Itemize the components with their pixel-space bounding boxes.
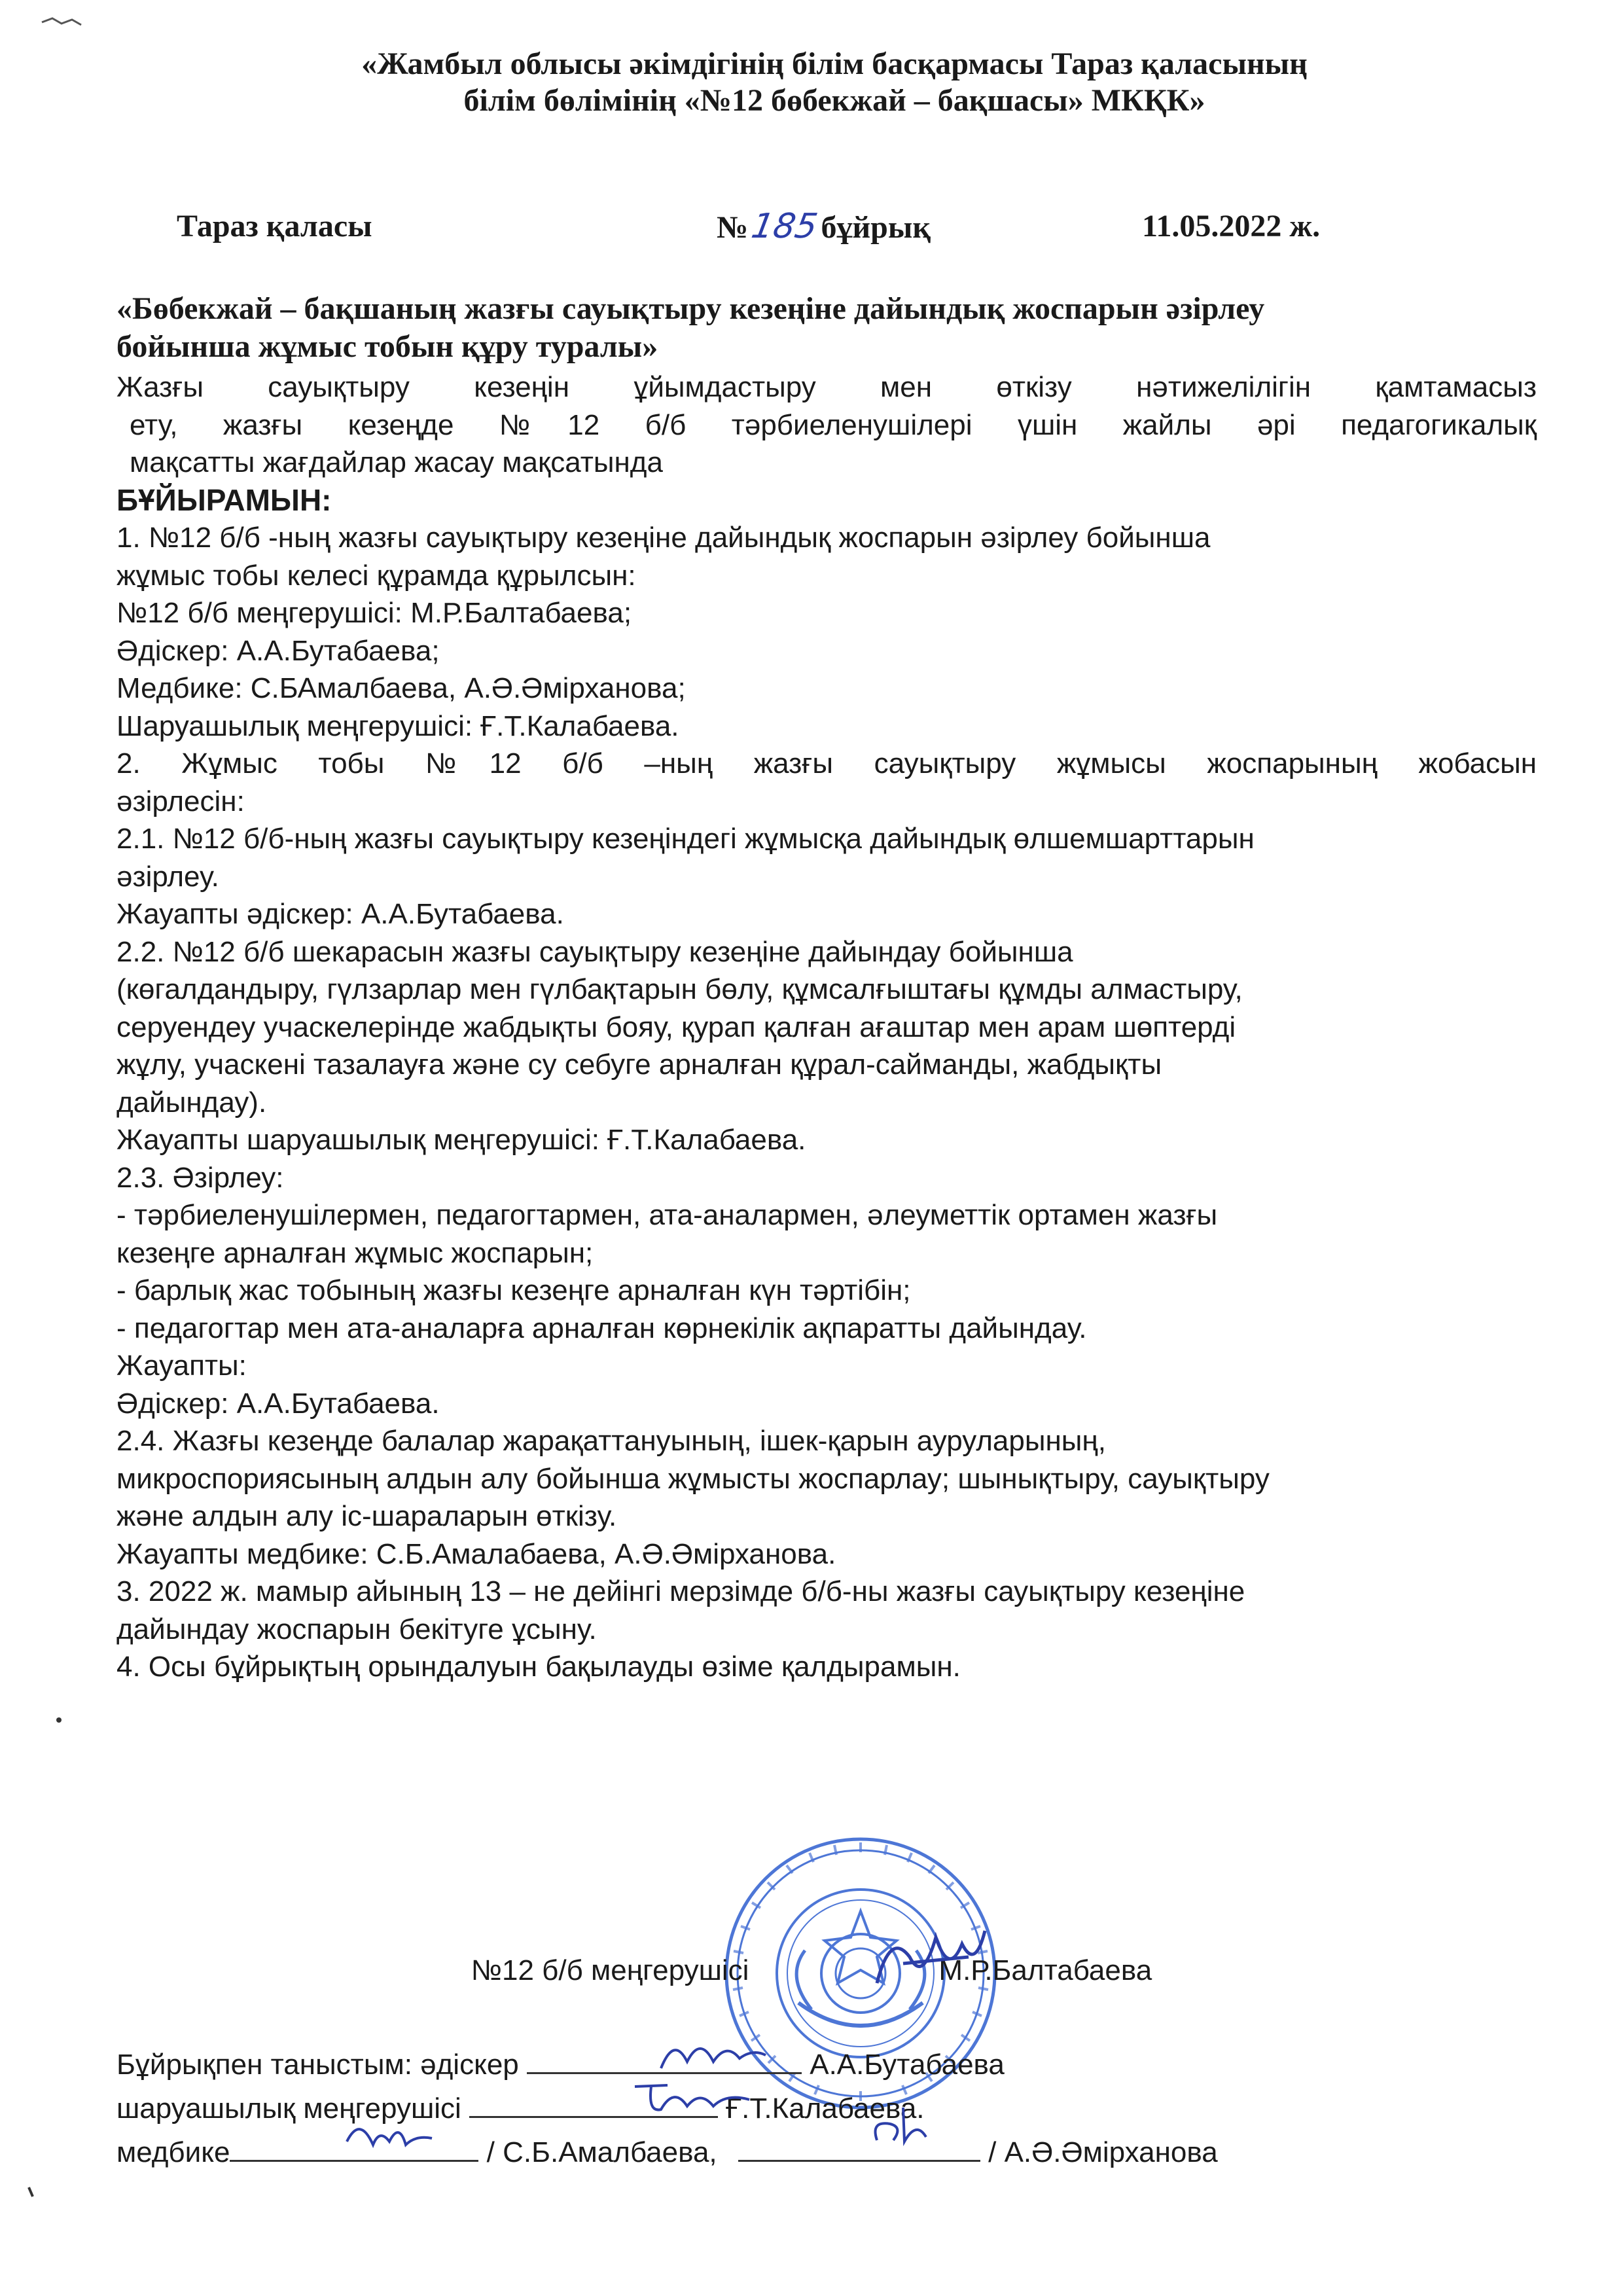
title-line-1: «Бөбекжай – бақшаның жазғы сауықтыру кезеңіне дайындық жоспарын әзірлеу xyxy=(116,291,1265,326)
paragraph-2-2-line: серуендеу учаскелерінде жабдықты бояу, қурап қалған ағаштар мен арам шөптерді xyxy=(116,1011,1236,1043)
paragraph-2-2-line: 2.2. №12 б/б шекарасын жазғы сауықтыру кезеңіне дайындау бойынша xyxy=(116,935,1073,968)
paragraph-2-4-line: микроспориясының алдын алу бойынша жұмысты жоспарлау; шынықтыру, сауықтыру xyxy=(116,1462,1270,1495)
number-prefix: № xyxy=(717,210,749,245)
ack-intro: Бұйрықпен таныстым: әдіскер xyxy=(116,2049,519,2081)
nurse2-signature xyxy=(864,2101,962,2153)
paragraph-1-line: Әдіскер: А.А.Бутабаева; xyxy=(116,634,440,667)
paragraph-2-1-line: Жауапты әдіскер: А.А.Бутабаева. xyxy=(116,898,564,930)
paragraph-2-4-line: Жауапты медбике: С.Б.Амалабаева, А.Ә.Әмірханова. xyxy=(116,1537,836,1570)
paragraph-1-line: Медбике: С.БАмалбаева, А.Ә.Әмірханова; xyxy=(116,672,686,704)
director-signature xyxy=(864,1918,995,2003)
paragraph-2-3-line: 2.3. Әзірлеу: xyxy=(116,1161,284,1194)
methodist-name: А.А.Бутабаева xyxy=(810,2049,1005,2081)
paragraph-1-line: №12 б/б меңгерушісі: М.Р.Балтабаева; xyxy=(116,597,632,629)
title-line-2: бойынша жұмыс тобын құру туралы» xyxy=(116,329,658,364)
paragraph-2-2-line: дайындау). xyxy=(116,1086,267,1119)
paragraph-2-2-line: (көгалдандыру, гүлзарлар мен гүлбақтарын бөлу, құмсалғыштағы құмды алмастыру, xyxy=(116,973,1243,1005)
paragraph-2-2-line: жұлу, учаскені тазалауға және су себуге арналған құрал-сайманды, жабдықты xyxy=(116,1049,1162,1081)
nurse1-signature xyxy=(340,2109,438,2161)
paragraph-2-4-line: және алдын алу іс-шараларын өткізу. xyxy=(116,1500,617,1532)
ack-row-methodist xyxy=(116,2049,1005,2081)
paragraph-2-line: әзірлесін: xyxy=(116,785,245,817)
manager-name: Ғ.Т.Калабаева. xyxy=(726,2092,925,2125)
scan-speck-top-left xyxy=(39,13,85,33)
manager-signature xyxy=(628,2073,759,2119)
order-number-line xyxy=(717,208,931,246)
paragraph-2-3-line: - барлық жас тобының жазғы кезеңге арналған күн тәртібін; xyxy=(116,1274,911,1306)
ack-row-manager xyxy=(116,2092,925,2125)
director-signature-line xyxy=(0,1954,1623,1987)
paragraph-4-line: 4. Осы бұйрықтың орындалуын бақылауды өзіме қалдырамын. xyxy=(116,1651,961,1683)
order-date: 11.05.2022 ж. xyxy=(1142,209,1321,243)
director-name: М.Р.Балтабаева xyxy=(938,1954,1152,1986)
paragraph-2-line: 2. Жұмыс тобы №12 б/б –ның жазғы сауықтыру жұмысы жоспарының жобасын xyxy=(116,747,1537,780)
decree-heading: БҰЙЫРАМЫН: xyxy=(116,482,332,517)
city: Тараз қаласы xyxy=(177,209,372,243)
paragraph-2-1-line: 2.1. №12 б/б-ның жазғы сауықтыру кезеңіндегі жұмысқа дайындық өлшемшарттарын xyxy=(116,823,1255,855)
director-position: №12 б/б меңгерушісі xyxy=(471,1954,749,1986)
paragraph-1-line: 1. №12 б/б -ның жазғы сауықтыру кезеңіне дайындық жоспарын әзірлеу бойынша xyxy=(116,522,1211,554)
intro-line-1: Жазғы сауықтыру кезеңін ұйымдастыру мен өткізу нәтижелілігін қамтамасыз xyxy=(116,371,1537,403)
order-word: бұйрық xyxy=(821,210,931,245)
scan-dot xyxy=(55,1716,63,1724)
intro-line-3: мақсатты жағдайлар жасау мақсатында xyxy=(130,446,663,478)
paragraph-1-line: Шаруашылық меңгерушісі: Ғ.Т.Калабаева. xyxy=(116,709,679,742)
institution-header xyxy=(0,46,1623,119)
order-number: 185 xyxy=(748,207,821,246)
order-title xyxy=(116,290,1543,366)
order-body xyxy=(116,368,1537,1686)
nurse1-name: / С.Б.Амалбаева, xyxy=(486,2136,717,2168)
paragraph-2-3-line: Әдіскер: А.А.Бутабаева. xyxy=(116,1387,440,1420)
ack-row-nurses xyxy=(116,2136,1218,2169)
manager-label: шаруашылық меңгерушісі xyxy=(116,2092,461,2125)
paragraph-3-line: 3. 2022 ж. мамыр айының 13 – не дейінгі мерзімде б/б-ны жазғы сауықтыру кезеңіне xyxy=(116,1575,1245,1607)
header-line-2: білім бөлімінің «№12 бөбекжай – бақшасы» МКҚК» xyxy=(463,83,1205,118)
paragraph-2-3-line: - педагогтар мен ата-аналарға арналған көрнекілік ақпаратты дайындау. xyxy=(116,1312,1087,1344)
paragraph-2-3-line: Жауапты: xyxy=(116,1350,247,1382)
paragraph-2-3-line: - тәрбиеленушілермен, педагогтармен, ата-аналармен, әлеуметтік ортамен жазғы xyxy=(116,1199,1218,1231)
paragraph-2-3-line: кезеңге арналған жұмыс жоспарын; xyxy=(116,1236,594,1269)
nurse-label: медбике xyxy=(116,2136,230,2168)
paragraph-2-1-line: әзірлеу. xyxy=(116,860,219,893)
intro-line-2: ету, жазғы кезеңде №12 б/б тәрбиеленушілері үшін жайлы әрі педагогикалық xyxy=(130,408,1537,441)
paragraph-2-2-line: Жауапты шаруашылық меңгерушісі: Ғ.Т.Калабаева. xyxy=(116,1124,806,1156)
paragraph-2-4-line: 2.4. Жазғы кезеңде балалар жарақаттануының, ішек-қарын ауруларының, xyxy=(116,1425,1106,1457)
header-line-1: «Жамбыл облысы әкімдігінің білім басқармасы Тараз қаласының xyxy=(361,46,1308,81)
paragraph-3-line: дайындау жоспарын бекітуге ұсыну. xyxy=(116,1613,597,1645)
scan-speck-bottom-left xyxy=(26,2186,35,2198)
nurse2-name: / А.Ә.Әмірханова xyxy=(988,2136,1218,2168)
paragraph-1-line: жұмыс тобы келесі құрамда құрылсын: xyxy=(116,559,636,592)
